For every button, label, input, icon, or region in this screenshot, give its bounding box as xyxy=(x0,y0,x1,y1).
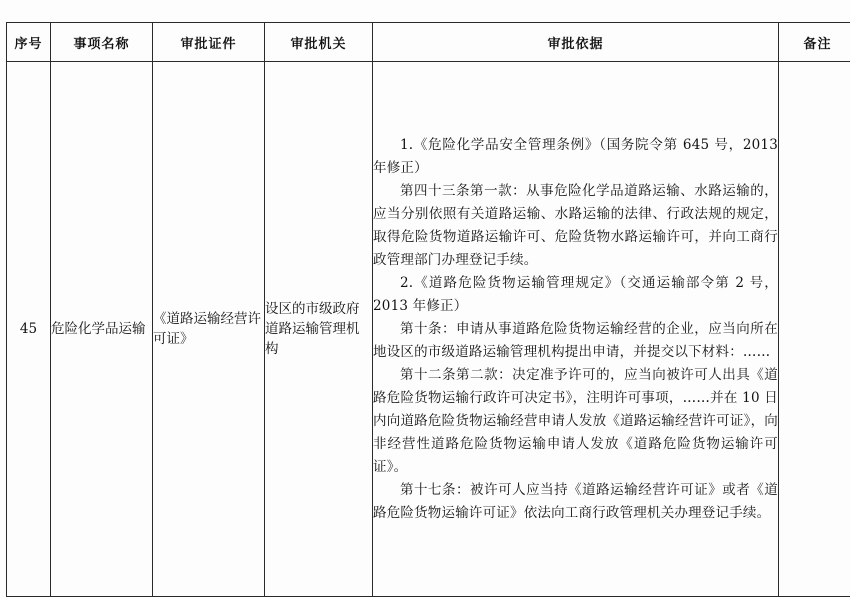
notes-cell xyxy=(779,62,850,597)
table-row xyxy=(7,62,850,597)
header-certificate: 审批证件 xyxy=(153,23,265,62)
basis-paragraph: 2.《道路危险货物运输管理规定》（交通运输部令第 2 号，2013 年修正） xyxy=(373,274,778,314)
approval-certificate: 《道路运输经营许可证》 xyxy=(153,62,265,597)
basis-paragraph: 第十条：申请从事道路危险货物运输经营的企业，应当向所在地设区的市级道路运输管理机构提出申请，并提交以下材料：…… xyxy=(373,320,778,360)
basis-paragraph: 第四十三条第一款：从事危险化学品道路运输、水路运输的，应当分别依照有关道路运输、水路运输的法律、行政法规的规定，取得危险货物道路运输许可、危险货物水路运输许可，并向工商行政管理部门办理登记手续。 xyxy=(373,182,778,268)
approval-table xyxy=(6,22,850,597)
row-number: 45 xyxy=(7,62,51,597)
basis-paragraph: 第十七条：被许可人应当持《道路运输经营许可证》或者《道路危险货物运输许可证》依法向工商行政管理机关办理登记手续。 xyxy=(373,481,778,521)
item-name: 危险化学品运输 xyxy=(51,62,153,597)
basis-paragraph: 第十二条第二款：决定准予许可的，应当向被许可人出具《道路危险货物运输行政许可决定书》，注明许可事项，……并在 10 日内向道路危险货物运输经营申请人发放《道路运输经营许可证》，向非经营性道路危险货物运输申请人发放《道路危险货物运输许可证》。 xyxy=(373,366,778,475)
approval-basis xyxy=(373,62,779,597)
basis-paragraph: 1.《危险化学品安全管理条例》（国务院令第 645 号，2013 年修正） xyxy=(373,136,778,176)
header-no: 序号 xyxy=(7,23,51,62)
header-name: 事项名称 xyxy=(51,23,153,62)
header-notes: 备注 xyxy=(779,23,850,62)
header-row xyxy=(7,23,850,62)
header-basis: 审批依据 xyxy=(373,23,779,62)
header-authority: 审批机关 xyxy=(265,23,373,62)
approval-authority: 设区的市级政府道路运输管理机构 xyxy=(265,62,373,597)
